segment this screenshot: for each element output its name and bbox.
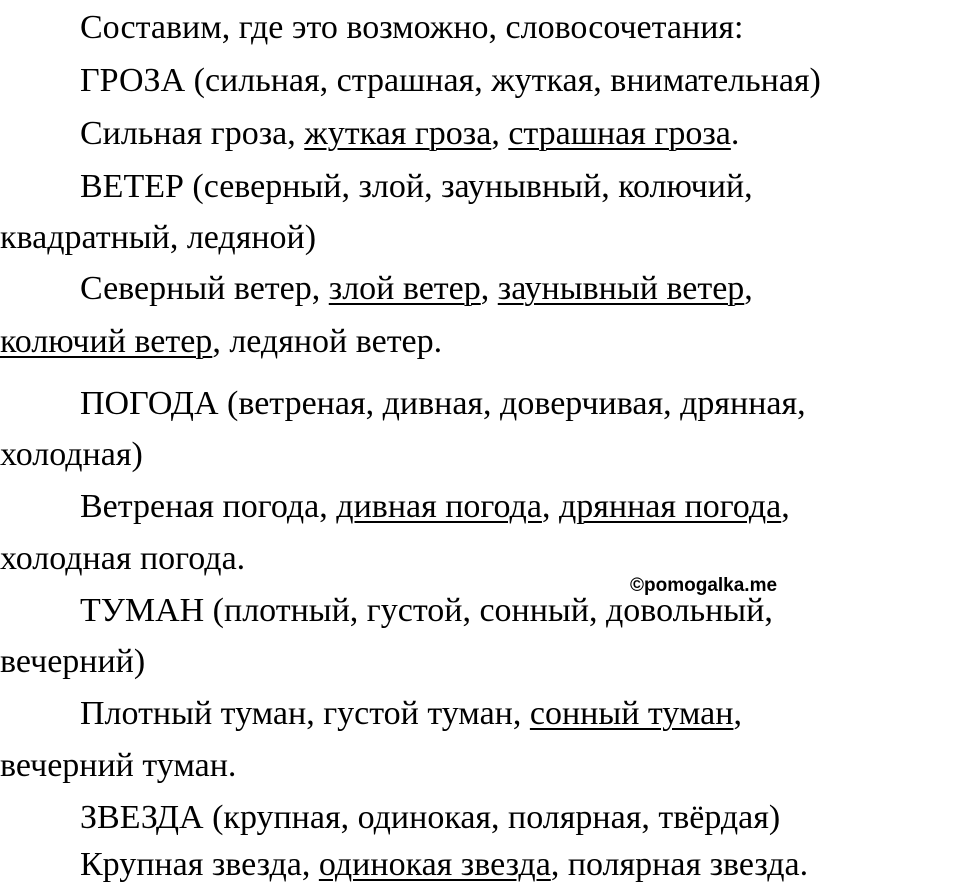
- underlined-phrase: сонный туман: [529, 695, 734, 732]
- tuman-prompt-line1: [80, 591, 773, 631]
- text-run: квадратный, ледяной): [0, 219, 317, 256]
- text-run: ВЕТЕР (северный, злой, заунывный, колючий,: [80, 168, 753, 205]
- text-run: ПОГОДА (ветреная, дивная, доверчивая, дрянная,: [80, 385, 806, 422]
- text-run: Плотный туман, густой туман,: [80, 695, 530, 732]
- veter-prompt-line2: [0, 218, 316, 258]
- underlined-phrase: одинокая звезда: [318, 846, 551, 883]
- text-run: ,: [781, 488, 790, 525]
- text-run: ,: [541, 488, 559, 525]
- underlined-phrase: дивная погода: [336, 488, 542, 525]
- text-run: Северный ветер,: [80, 270, 329, 307]
- underlined-phrase: дрянная погода: [558, 488, 782, 525]
- tuman-prompt-line2: [0, 642, 145, 682]
- zvezda-prompt: [80, 798, 780, 838]
- intro-line: [80, 8, 743, 48]
- veter-prompt-line1: [80, 167, 753, 207]
- underlined-phrase: злой ветер: [328, 270, 481, 307]
- groza-answer: [80, 114, 739, 154]
- text-run: , ледяной ветер.: [212, 323, 443, 360]
- text-run: Составим, где это возможно, словосочетания:: [80, 9, 744, 46]
- text-run: Крупная звезда,: [80, 846, 319, 883]
- text-run: холодная): [0, 436, 143, 473]
- text-run: ТУМАН (плотный, густой, сонный, довольный,: [80, 592, 773, 629]
- text-run: ,: [480, 270, 498, 307]
- pogoda-prompt-line1: [80, 384, 806, 424]
- pogoda-prompt-line2: [0, 435, 143, 475]
- underlined-phrase: жуткая гроза: [304, 115, 492, 152]
- text-run: вечерний): [0, 643, 146, 680]
- text-run: ,: [733, 695, 742, 732]
- tuman-answer-line2: [0, 746, 236, 786]
- text-run: , полярная звезда.: [550, 846, 809, 883]
- pogoda-answer-line2: [0, 539, 245, 579]
- zvezda-answer: [80, 845, 808, 885]
- watermark: ©pomogalka.me: [630, 575, 778, 596]
- underlined-phrase: колючий ветер: [0, 323, 213, 360]
- veter-answer-line2: [0, 322, 442, 362]
- text-run: ГРОЗА (сильная, страшная, жуткая, внимательная): [80, 62, 821, 99]
- groza-prompt: [80, 61, 821, 101]
- underlined-phrase: заунывный ветер: [497, 270, 745, 307]
- text-run: Сильная гроза,: [80, 115, 305, 152]
- text-run: ЗВЕЗДА (крупная, одинокая, полярная, твёрдая): [80, 799, 781, 836]
- text-run: ,: [744, 270, 753, 307]
- pogoda-answer-line1: [80, 487, 790, 527]
- text-run: Ветреная погода,: [80, 488, 337, 525]
- text-run: вечерний туман.: [0, 747, 237, 784]
- underlined-phrase: страшная гроза: [508, 115, 731, 152]
- veter-answer-line1: [80, 269, 753, 309]
- text-run: .: [730, 115, 740, 152]
- text-run: ,: [491, 115, 509, 152]
- text-run: холодная погода.: [0, 540, 246, 577]
- tuman-answer-line1: [80, 694, 742, 734]
